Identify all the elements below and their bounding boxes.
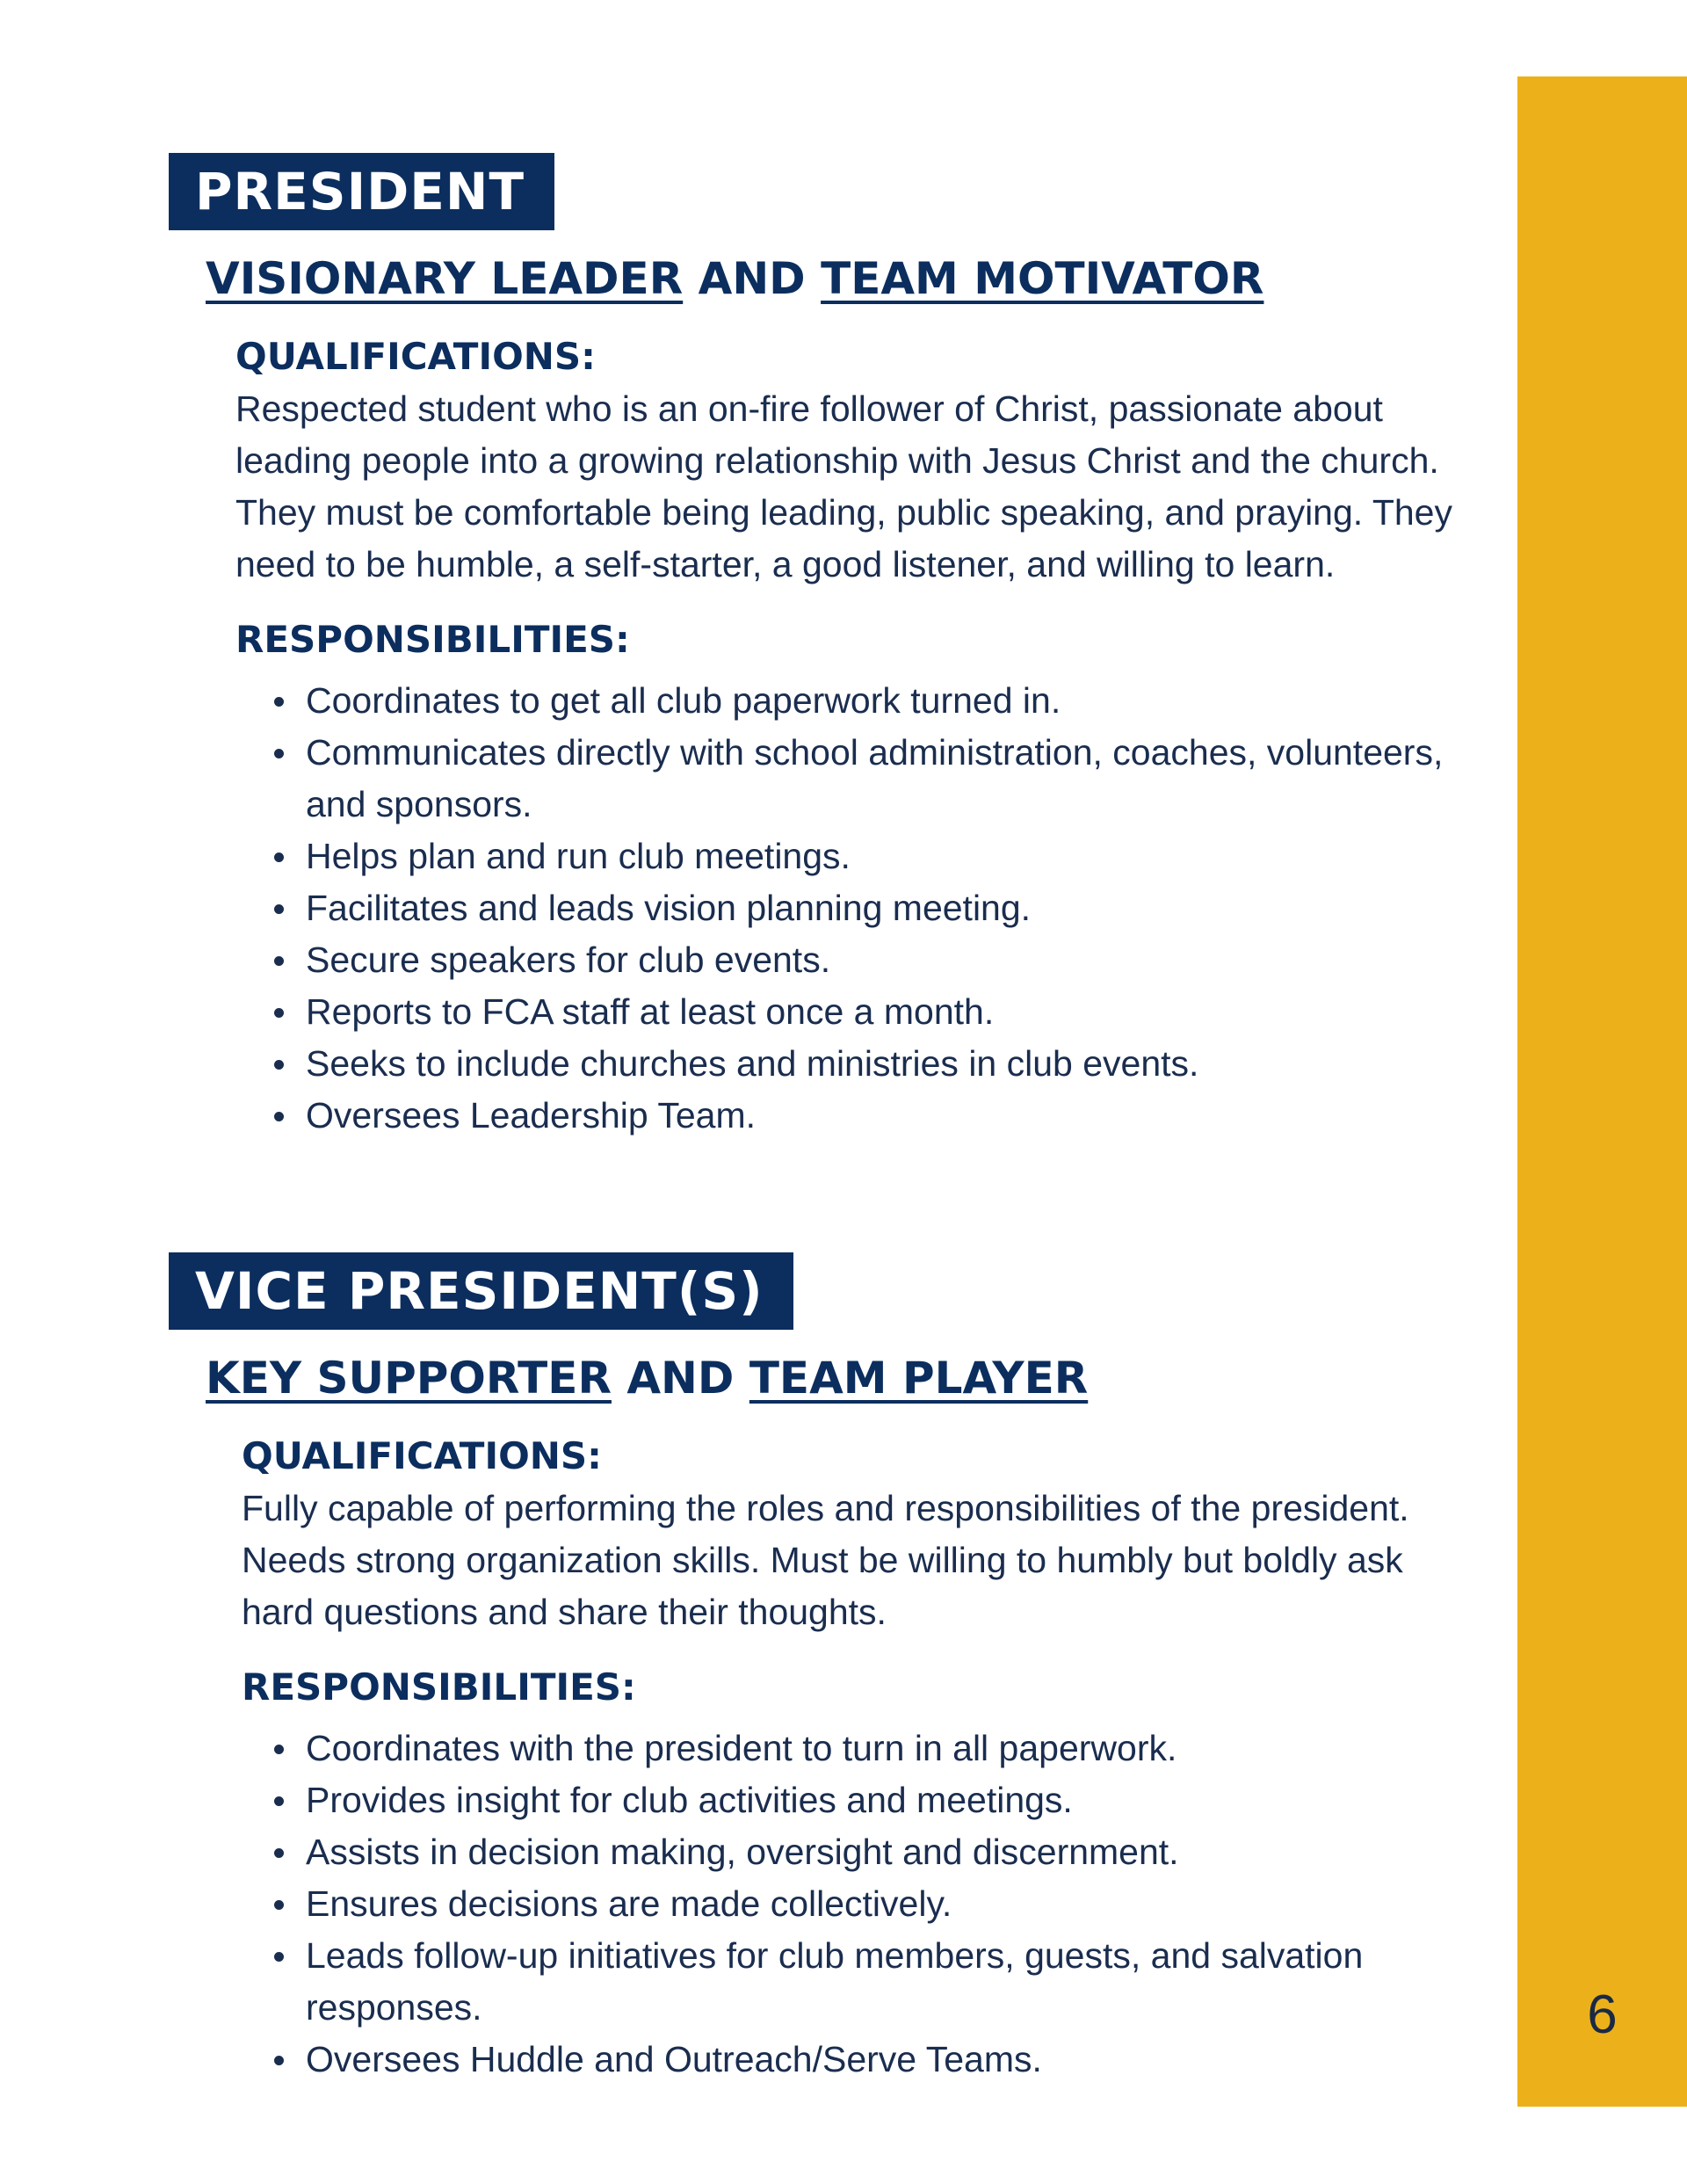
- president-subtitle-and: AND: [683, 253, 822, 304]
- sidebar-accent-bar: [1517, 76, 1687, 2107]
- list-item-text: Coordinates to get all club paperwork turned in.: [306, 680, 1061, 721]
- list-item: [235, 727, 1501, 831]
- bullet-icon: [274, 1952, 284, 1962]
- vice-president-body: [242, 1432, 1472, 2086]
- list-item-text: Provides insight for club activities and meetings.: [306, 1780, 1073, 1820]
- president-qualifications-label: QUALIFICATIONS:: [235, 335, 596, 378]
- vice-president-title-banner: VICE PRESIDENT(S): [169, 1252, 793, 1330]
- list-item: [235, 1038, 1501, 1090]
- president-subtitle-part2: TEAM MOTIVATOR: [821, 253, 1264, 304]
- bullet-icon: [274, 1112, 284, 1121]
- president-subtitle-part1: VISIONARY LEADER: [206, 253, 684, 304]
- vice-president-qualifications-label: QUALIFICATIONS:: [242, 1434, 602, 1477]
- list-item-text: Secure speakers for club events.: [306, 940, 831, 980]
- bullet-icon: [274, 904, 284, 914]
- list-item: [242, 1826, 1501, 1878]
- list-item-text: Leads follow-up initiatives for club members, guests, and salvation responses.: [306, 1935, 1364, 2028]
- list-item: [242, 1930, 1501, 2034]
- bullet-icon: [274, 1900, 284, 1910]
- list-item-text: Coordinates with the president to turn in all paperwork.: [306, 1728, 1177, 1768]
- list-item-text: Communicates directly with school administration, coaches, volunteers, and sponsors.: [306, 732, 1444, 824]
- vice-president-qualifications-text: Fully capable of performing the roles and responsibilities of the president. Needs strong organization skills. Must be willing to humbly but boldly ask hard questions and share their thoughts.: [242, 1488, 1409, 1632]
- list-item-text: Oversees Huddle and Outreach/Serve Teams.: [306, 2039, 1042, 2079]
- list-item-text: Facilitates and leads vision planning meeting.: [306, 888, 1032, 928]
- list-item: [242, 1774, 1501, 1826]
- page-number: 6: [1587, 1984, 1618, 2045]
- bullet-icon: [274, 1745, 284, 1754]
- list-item: [235, 1090, 1501, 1142]
- list-item: [235, 882, 1501, 934]
- vice-president-subtitle-part1: KEY SUPPORTER: [206, 1353, 612, 1404]
- bullet-icon: [274, 853, 284, 862]
- bullet-icon: [274, 1796, 284, 1806]
- bullet-icon: [274, 697, 284, 707]
- list-item: [235, 831, 1501, 882]
- list-item: [235, 934, 1501, 986]
- list-item-text: Helps plan and run club meetings.: [306, 836, 851, 876]
- list-item: [242, 1878, 1501, 1930]
- president-section: [0, 153, 1494, 1142]
- vice-president-subtitle-and: AND: [611, 1353, 749, 1404]
- president-body: [235, 332, 1466, 1142]
- president-responsibilities-label: RESPONSIBILITIES:: [235, 618, 630, 661]
- bullet-icon: [274, 1008, 284, 1018]
- list-item-text: Seeks to include churches and ministries in club events.: [306, 1043, 1199, 1084]
- list-item-text: Reports to FCA staff at least once a month.: [306, 991, 995, 1032]
- vice-president-subtitle-part2: TEAM PLAYER: [749, 1353, 1089, 1404]
- vice-president-subtitle: [206, 1349, 1494, 1407]
- president-responsibilities-list: [235, 675, 1466, 1142]
- vice-president-section: [0, 1252, 1494, 2086]
- president-subtitle: [206, 250, 1494, 308]
- bullet-icon: [274, 2056, 284, 2065]
- list-item-text: Assists in decision making, oversight and discernment.: [306, 1832, 1179, 1872]
- president-qualifications-text: Respected student who is an on-fire follower of Christ, passionate about leading people into a growing relationship with Jesus Christ and the church. They must be comfortable being leading, public speaking, and praying. They need to be humble, a self-starter, a good listener, and willing to learn.: [235, 388, 1452, 584]
- bullet-icon: [274, 749, 284, 758]
- bullet-icon: [274, 956, 284, 966]
- list-item: [235, 986, 1501, 1038]
- bullet-icon: [274, 1848, 284, 1858]
- vice-president-responsibilities-list: [242, 1723, 1472, 2086]
- bullet-icon: [274, 1060, 284, 1070]
- list-item: [242, 2034, 1501, 2086]
- list-item-text: Oversees Leadership Team.: [306, 1095, 757, 1136]
- list-item: [235, 675, 1501, 727]
- list-item-text: Ensures decisions are made collectively.: [306, 1883, 952, 1924]
- president-title-banner: PRESIDENT: [169, 153, 554, 230]
- list-item: [242, 1723, 1501, 1774]
- vice-president-responsibilities-label: RESPONSIBILITIES:: [242, 1665, 636, 1709]
